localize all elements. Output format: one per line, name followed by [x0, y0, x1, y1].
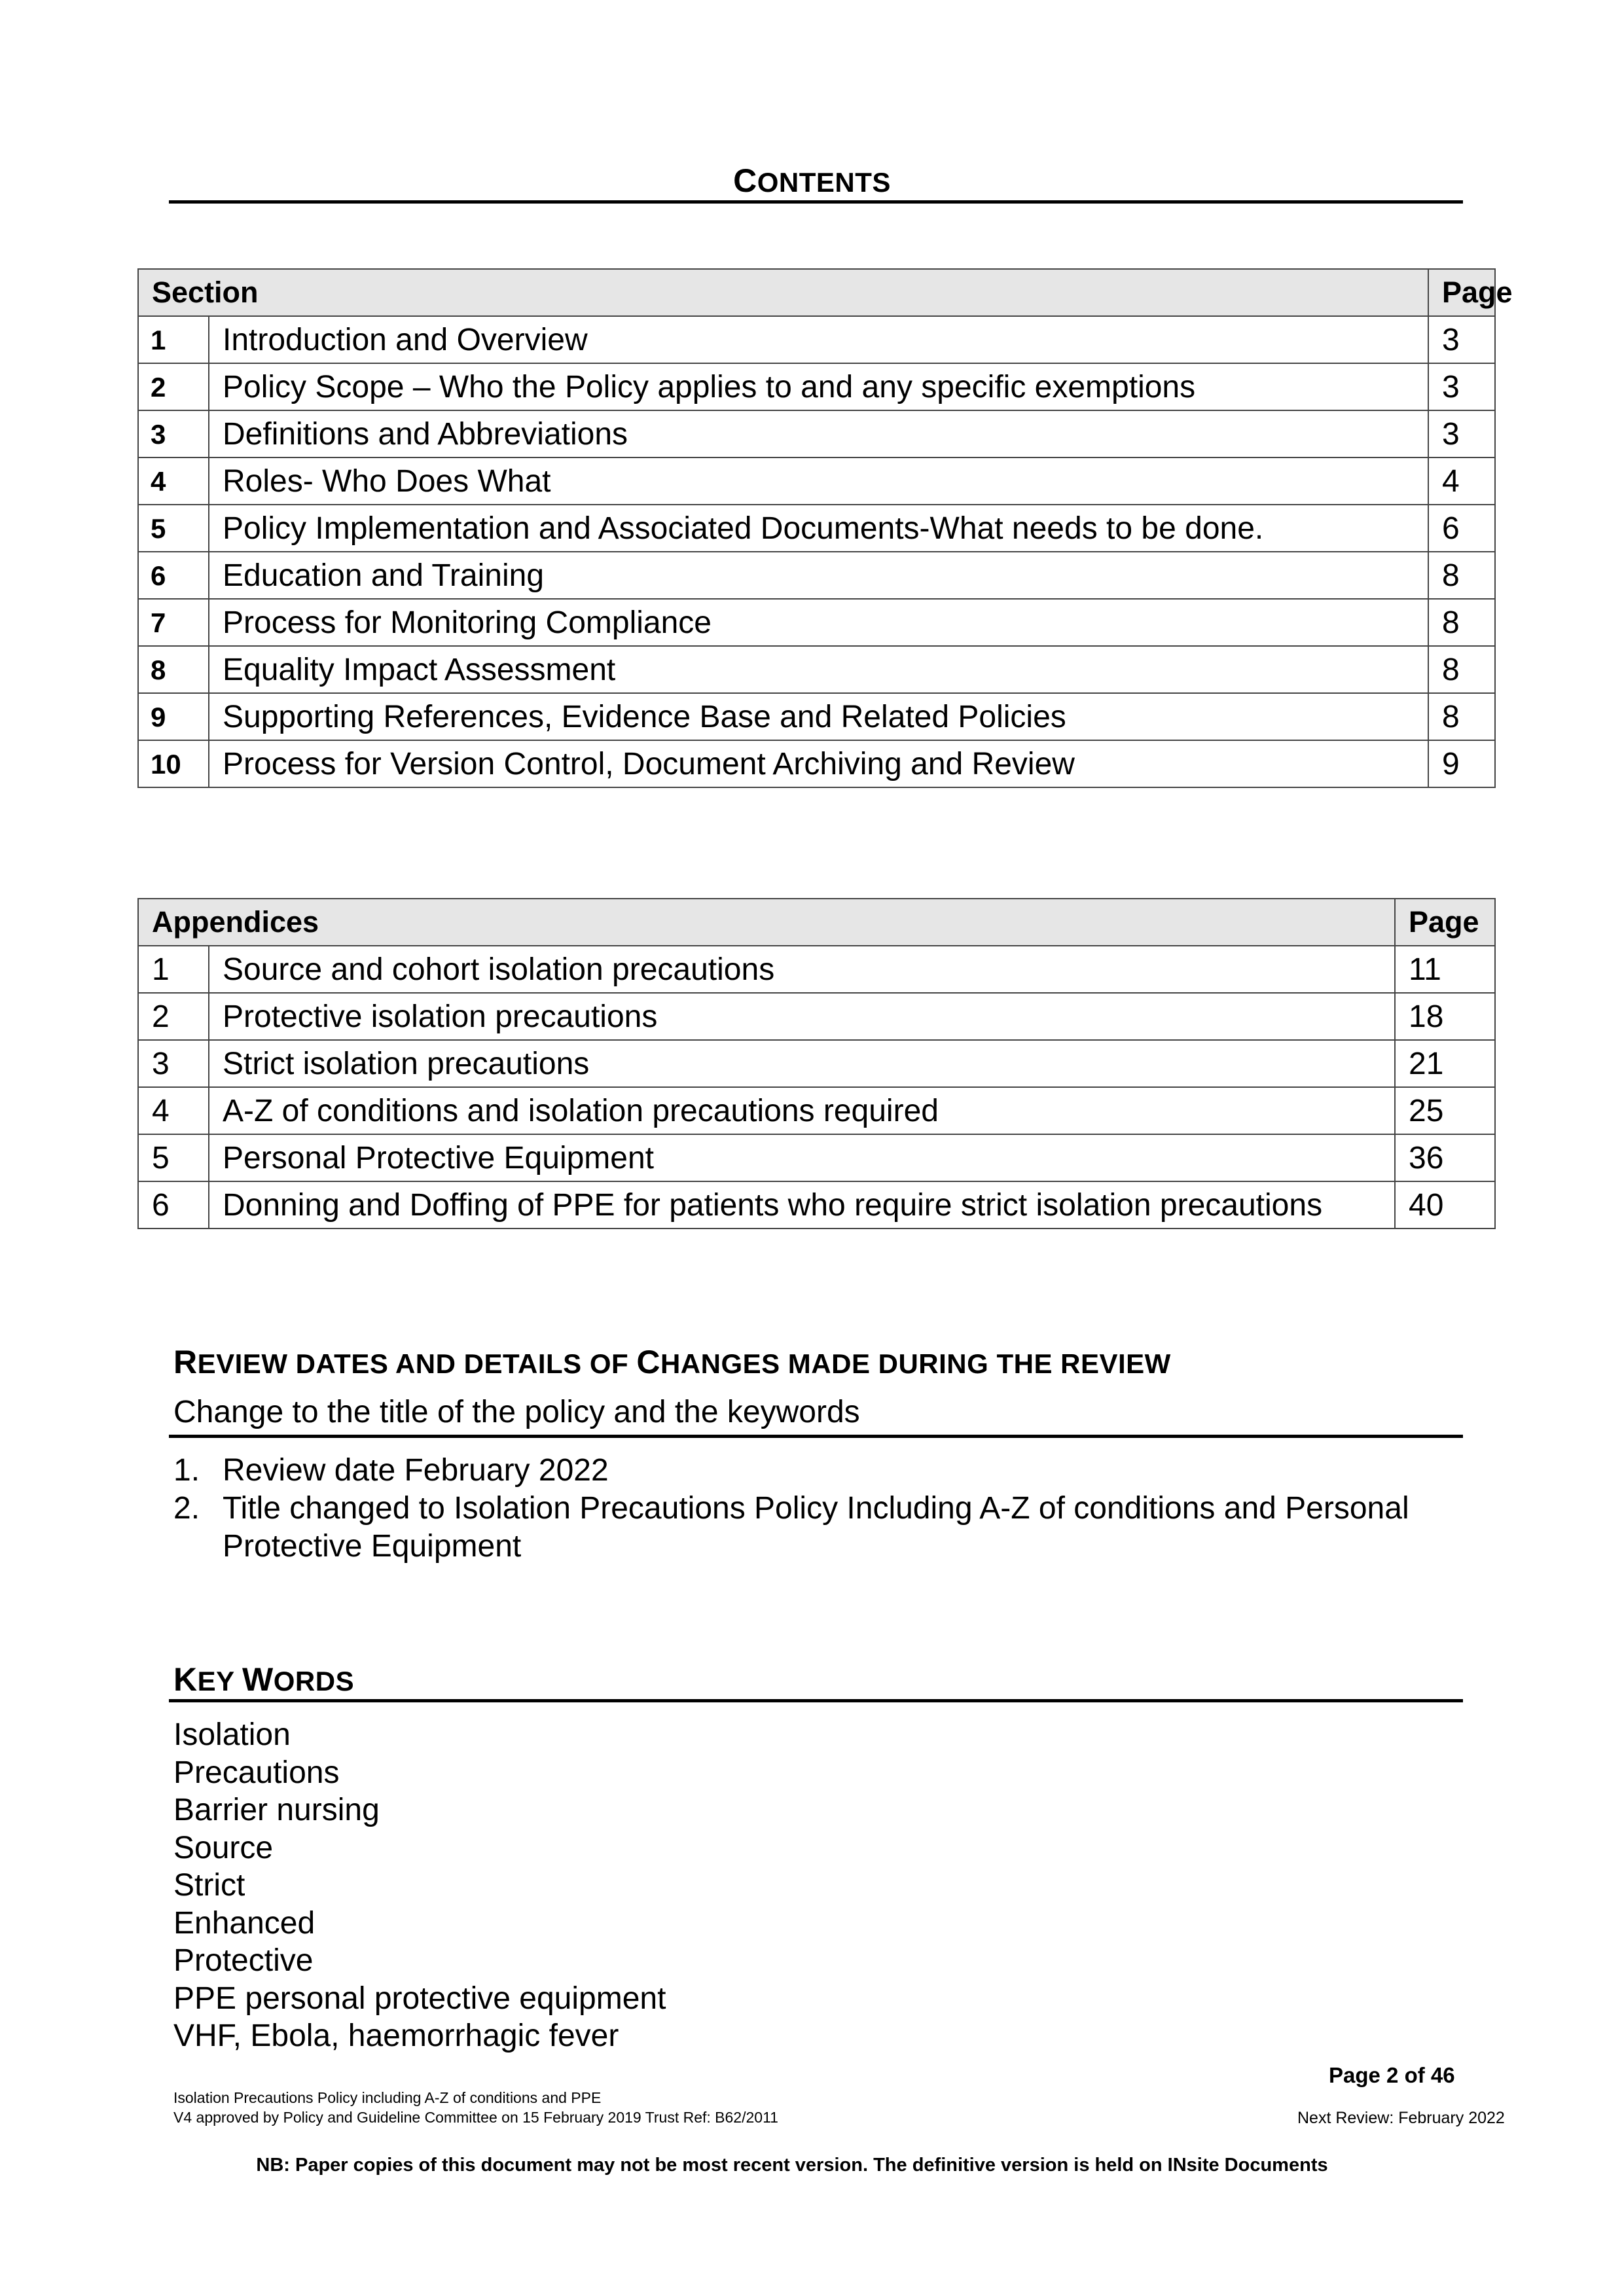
- contents-heading: CONTENTS: [733, 162, 891, 199]
- review-intro-text: Change to the title of the policy and the keywords: [173, 1395, 860, 1429]
- keyword-item: Isolation: [173, 1717, 291, 1752]
- section-row: [138, 363, 1495, 410]
- appendix-number: 4: [138, 1087, 209, 1134]
- section-number: 8: [138, 646, 209, 693]
- footer-approval-info: V4 approved by Policy and Guideline Committee on 15 February 2019 Trust Ref: B62/2011: [173, 2109, 778, 2126]
- section-number: 7: [138, 599, 209, 646]
- section-row: [138, 740, 1495, 787]
- appendix-row: [138, 993, 1495, 1040]
- appendix-page: 36: [1395, 1134, 1495, 1181]
- keyword-item: Precautions: [173, 1755, 340, 1790]
- sections-table: [137, 268, 1513, 788]
- appendix-row: [138, 1134, 1495, 1181]
- footer-disclaimer: NB: Paper copies of this document may not be most recent version. The definitive version is held on INsite Documents: [256, 2155, 1328, 2176]
- appendix-title: Strict isolation precautions: [209, 1040, 1395, 1087]
- section-page: 9: [1428, 740, 1495, 787]
- section-row: [138, 693, 1495, 740]
- appendix-row: [138, 1087, 1495, 1134]
- section-page: 6: [1428, 505, 1495, 552]
- section-row: [138, 646, 1495, 693]
- appendix-page: 25: [1395, 1087, 1495, 1134]
- section-page: 8: [1428, 646, 1495, 693]
- review-change-number: 1.: [173, 1453, 200, 1488]
- section-page: 3: [1428, 316, 1495, 363]
- section-number: 1: [138, 316, 209, 363]
- section-title: Process for Monitoring Compliance: [209, 599, 1428, 646]
- appendix-title: Donning and Doffing of PPE for patients who require strict isolation precautions: [209, 1181, 1395, 1229]
- appendix-row: [138, 1181, 1495, 1229]
- section-page: 8: [1428, 552, 1495, 599]
- section-number: 2: [138, 363, 209, 410]
- appendix-page: 21: [1395, 1040, 1495, 1087]
- appendix-number: 3: [138, 1040, 209, 1087]
- appendix-title: Personal Protective Equipment: [209, 1134, 1395, 1181]
- footer-next-review: Next Review: February 2022: [1297, 2109, 1505, 2127]
- review-change-text: Title changed to Isolation Precautions Policy Including A-Z of conditions and Personal Protective Equipment: [223, 1491, 1409, 1564]
- appendix-number: 1: [138, 946, 209, 993]
- review-changes-list: [173, 1452, 1417, 1566]
- review-change-text: Review date February 2022: [223, 1453, 609, 1488]
- keyword-item: Barrier nursing: [173, 1793, 380, 1827]
- keyword-item: Enhanced: [173, 1905, 316, 1941]
- keyword-item: Source: [173, 1830, 274, 1865]
- footer-document-title: Isolation Precautions Policy including A-Z of conditions and PPE: [173, 2089, 602, 2106]
- review-heading: REVIEW DATES AND DETAILS OF CHANGES MADE DURING THE REVIEW: [173, 1344, 1171, 1380]
- section-column-header: Section: [138, 269, 1428, 316]
- section-row: [138, 316, 1495, 363]
- keyword-item: PPE personal protective equipment: [173, 1981, 666, 2016]
- section-number: 4: [138, 457, 209, 505]
- sections-header-row: [138, 269, 1495, 316]
- section-row: [138, 457, 1495, 505]
- appendices-header-row: [138, 899, 1495, 946]
- section-page: 4: [1428, 457, 1495, 505]
- section-title: Supporting References, Evidence Base and Related Policies: [209, 693, 1428, 740]
- section-number: 5: [138, 505, 209, 552]
- section-title: Process for Version Control, Document Archiving and Review: [209, 740, 1428, 787]
- appendix-number: 2: [138, 993, 209, 1040]
- review-change-item: [173, 1452, 1417, 1490]
- appendix-title: Source and cohort isolation precautions: [209, 946, 1395, 993]
- section-title: Equality Impact Assessment: [209, 646, 1428, 693]
- appendices-table: [137, 898, 1496, 1229]
- page-number: Page 2 of 46: [1329, 2063, 1455, 2087]
- section-page: 3: [1428, 410, 1495, 457]
- contents-underline: [169, 200, 1463, 204]
- section-title: Definitions and Abbreviations: [209, 410, 1428, 457]
- section-title: Roles- Who Does What: [209, 457, 1428, 505]
- keyword-item: VHF, Ebola, haemorrhagic fever: [173, 2018, 619, 2053]
- section-row: [138, 599, 1495, 646]
- section-number: 3: [138, 410, 209, 457]
- section-row: [138, 505, 1495, 552]
- appendix-number: 5: [138, 1134, 209, 1181]
- appendix-page: 11: [1395, 946, 1495, 993]
- section-page: 3: [1428, 363, 1495, 410]
- appendices-column-header: Appendices: [138, 899, 1395, 946]
- appendix-page: 40: [1395, 1181, 1495, 1229]
- keywords-list: [173, 1716, 666, 2055]
- appendix-title: Protective isolation precautions: [209, 993, 1395, 1040]
- review-change-number: 2.: [173, 1491, 200, 1526]
- keywords-underline: [169, 1699, 1463, 1702]
- appendix-page-column-header: Page: [1395, 899, 1495, 946]
- appendix-title: A-Z of conditions and isolation precautions required: [209, 1087, 1395, 1134]
- section-title: Education and Training: [209, 552, 1428, 599]
- review-underline: [169, 1435, 1463, 1438]
- section-row: [138, 410, 1495, 457]
- keywords-heading: KEY WORDS: [173, 1661, 355, 1698]
- section-title: Policy Scope – Who the Policy applies to and any specific exemptions: [209, 363, 1428, 410]
- keyword-item: Strict: [173, 1868, 245, 1903]
- section-page: 8: [1428, 599, 1495, 646]
- appendix-number: 6: [138, 1181, 209, 1229]
- section-row: [138, 552, 1495, 599]
- section-page: 8: [1428, 693, 1495, 740]
- section-title: Introduction and Overview: [209, 316, 1428, 363]
- section-number: 9: [138, 693, 209, 740]
- appendix-page: 18: [1395, 993, 1495, 1040]
- appendix-row: [138, 1040, 1495, 1087]
- appendix-row: [138, 946, 1495, 993]
- section-number: 10: [138, 740, 209, 787]
- page-column-header: Page: [1428, 269, 1495, 316]
- review-change-item: [173, 1490, 1417, 1566]
- keyword-item: Protective: [173, 1943, 314, 1978]
- section-title: Policy Implementation and Associated Documents-What needs to be done.: [209, 505, 1428, 552]
- section-number: 6: [138, 552, 209, 599]
